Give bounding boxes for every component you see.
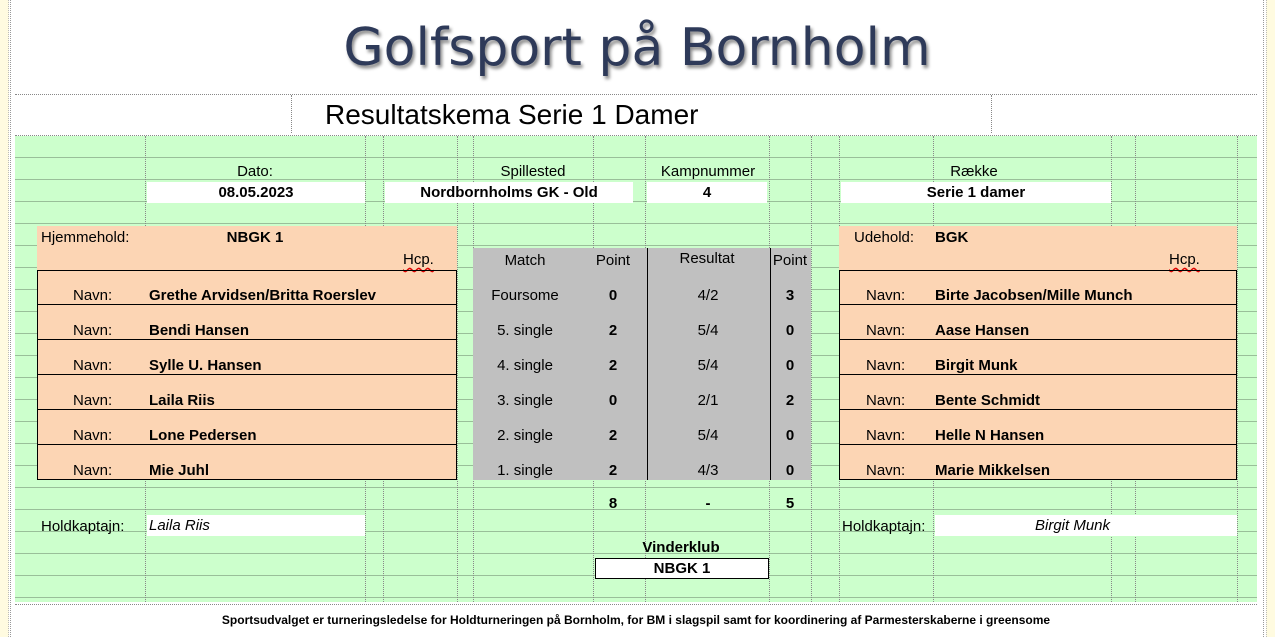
match-type: 5. single [497,322,553,339]
match-type: 2. single [497,427,553,444]
name-label: Navn: [866,427,906,444]
away-hcp-label: Hcp. [1169,251,1200,268]
home-hcp-label: Hcp. [403,251,434,268]
total-away-points: 5 [785,495,795,512]
dato-field[interactable] [147,182,365,203]
match-result[interactable]: 4/2 [697,287,719,304]
home-team-label: Hjemmehold: [41,229,130,246]
away-captain-value: Birgit Munk [1035,517,1111,534]
col-point-away: Point [772,252,808,269]
name-label: Navn: [866,287,906,304]
away-player[interactable]: Birte Jacobsen/Mille Munch [935,287,1133,304]
away-point[interactable]: 0 [785,322,795,339]
home-team-name[interactable]: NBGK 1 [226,229,284,246]
winner-value: NBGK 1 [653,560,711,577]
right-margin-strip [1266,0,1275,637]
home-captain-field[interactable] [147,515,365,536]
away-captain-field[interactable] [935,515,1237,536]
away-point[interactable]: 0 [785,357,795,374]
away-player[interactable]: Aase Hansen [935,322,1030,339]
away-point[interactable]: 0 [785,427,795,444]
name-label: Navn: [73,392,113,409]
match-result[interactable]: 5/4 [697,322,719,339]
raekke-field[interactable] [841,182,1111,203]
away-player[interactable]: Birgit Munk [935,357,1018,374]
name-label: Navn: [866,322,906,339]
away-player[interactable]: Helle N Hansen [935,427,1045,444]
col-resultat: Resultat [679,250,735,267]
kampnummer-label: Kampnummer [660,163,756,180]
total-separator: - [705,495,711,512]
winner-label: Vinderklub [642,539,720,556]
match-type: 1. single [497,462,553,479]
left-margin-strip [0,0,9,637]
away-player[interactable]: Marie Mikkelsen [935,462,1051,479]
subtitle-row [15,94,1257,136]
kampnummer-value: 4 [702,184,712,201]
col-point-home: Point [595,252,631,269]
match-type: 4. single [497,357,553,374]
away-point[interactable]: 3 [785,287,795,304]
home-point[interactable]: 2 [608,427,618,444]
name-label: Navn: [866,392,906,409]
spreadsheet-page [10,0,1264,637]
home-point[interactable]: 0 [608,392,618,409]
match-result[interactable]: 5/4 [697,427,719,444]
match-result[interactable]: 2/1 [697,392,719,409]
home-player[interactable]: Sylle U. Hansen [149,357,262,374]
away-player[interactable]: Bente Schmidt [935,392,1041,409]
home-player[interactable]: Lone Pedersen [149,427,257,444]
dato-value: 08.05.2023 [218,184,294,201]
col-match: Match [504,252,546,269]
kampnummer-field[interactable] [647,182,767,203]
home-player[interactable]: Mie Juhl [149,462,210,479]
home-captain-value: Laila Riis [149,517,210,534]
winner-field[interactable] [595,558,769,579]
home-point[interactable]: 2 [608,357,618,374]
page-title: Golfsport på Bornholm [343,18,931,78]
name-label: Navn: [73,427,113,444]
name-label: Navn: [73,357,113,374]
match-result[interactable]: 4/3 [697,462,719,479]
spillested-value: Nordbornholms GK - Old [420,184,598,201]
match-type: Foursome [491,287,559,304]
home-captain-label: Holdkaptajn: [41,518,125,535]
home-player[interactable]: Laila Riis [149,392,215,409]
footer-note: Sportsudvalget er turneringsledelse for Holdturneringen på Bornholm, for BM i slagspil samt for koordinering af Parmesterskaberne i greensome [15,604,1257,635]
away-point[interactable]: 2 [785,392,795,409]
name-label: Navn: [866,462,906,479]
form-subtitle: Resultatskema Serie 1 Damer [325,99,699,130]
home-point[interactable]: 2 [608,462,618,479]
home-point[interactable]: 0 [608,287,618,304]
match-result[interactable]: 5/4 [697,357,719,374]
away-team-name[interactable]: BGK [935,229,969,246]
home-player[interactable]: Bendi Hansen [149,322,250,339]
raekke-value: Serie 1 damer [926,184,1026,201]
dato-label: Dato: [237,163,273,180]
name-label: Navn: [73,287,113,304]
away-point[interactable]: 0 [785,462,795,479]
away-captain-label: Holdkaptajn: [842,518,926,535]
name-label: Navn: [73,322,113,339]
spillested-field[interactable] [385,182,633,203]
total-home-points: 8 [608,495,618,512]
name-label: Navn: [73,462,113,479]
match-type: 3. single [497,392,553,409]
away-team-label: Udehold: [854,229,915,246]
raekke-label: Række [950,163,998,180]
home-player[interactable]: Grethe Arvidsen/Britta Roerslev [149,287,377,304]
name-label: Navn: [866,357,906,374]
spillested-label: Spillested [500,163,566,180]
home-point[interactable]: 2 [608,322,618,339]
